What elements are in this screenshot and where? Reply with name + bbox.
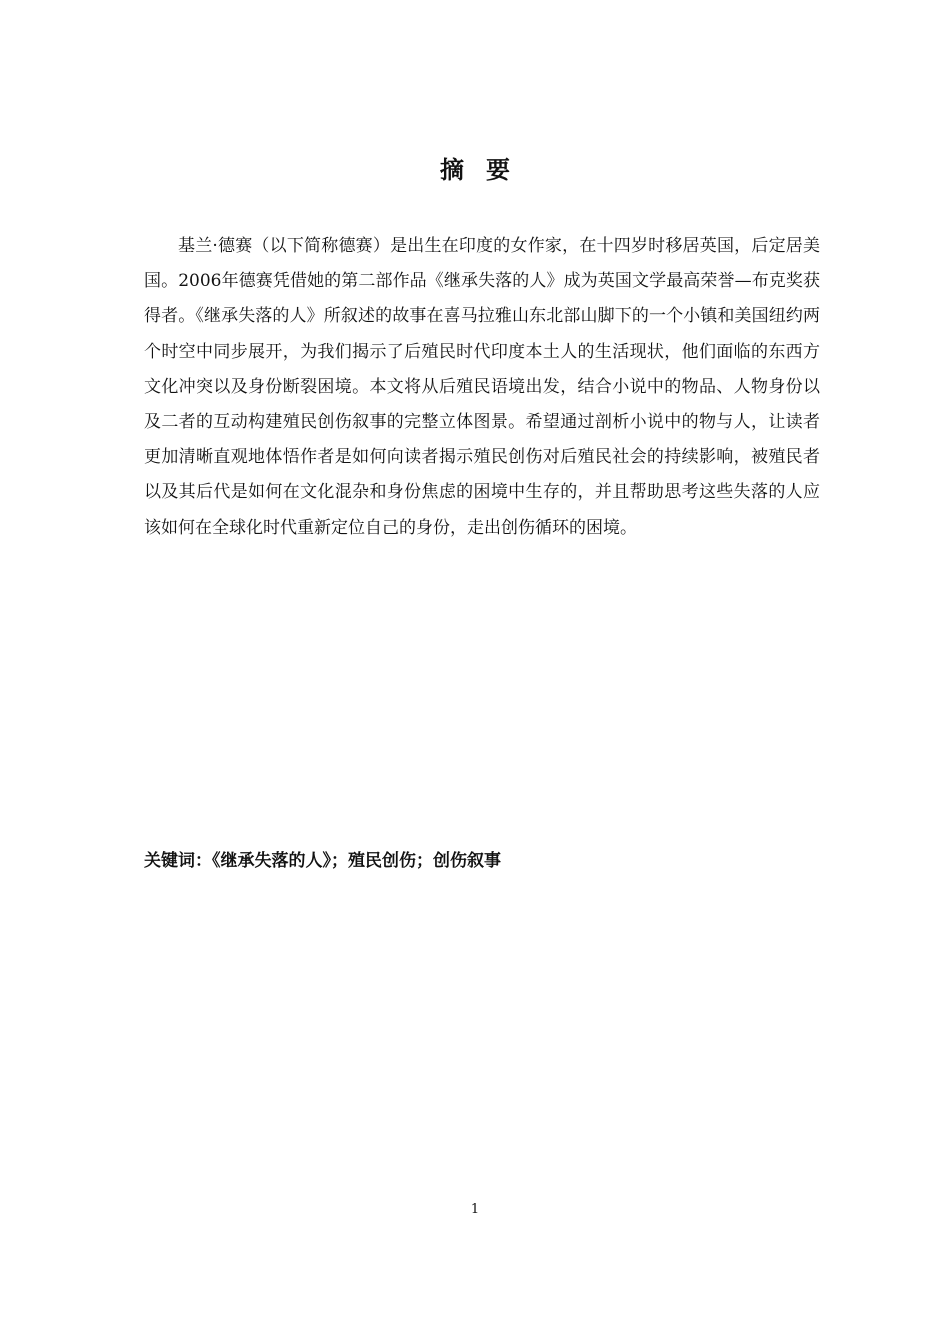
keywords-line [144, 847, 820, 875]
keywords-label: 关键词： [144, 851, 212, 871]
abstract-title: 摘要 [440, 156, 532, 184]
page-number: 1 [470, 1202, 480, 1217]
keywords-text: 《继承失落的人》；殖民创伤；创伤叙事 [212, 851, 501, 871]
abstract-paragraph: 基兰·德赛（以下简称德赛）是出生在印度的女作家，在十四岁时移居英国，后定居美国。2006年德赛凭借她的第二部作品《继承失落的人》成为英国文学最高荣誉—布克奖获得者。《继承失落的人》所叙述的故事在喜马拉雅山东北部山脚下的一个小镇和美国纽约两个时空中同步展开，为我们揭示了后殖民时代印度本土人的生活现状，他们面临的东西方文化冲突以及身份断裂困境。本文将从后殖民语境出发，结合小说中的物品、人物身份以及二者的互动构建殖民创伤叙事的完整立体图景。希望通过剖析小说中的物与人，让读者更加清晰直观地体悟作者是如何向读者揭示殖民创伤对后殖民社会的持续影响，被殖民者以及其后代是如何在文化混杂和身份焦虑的困境中生存的，并且帮助思考这些失落的人应该如何在全球化时代重新定位自己的身份，走出创伤循环的困境。 [144, 236, 820, 538]
